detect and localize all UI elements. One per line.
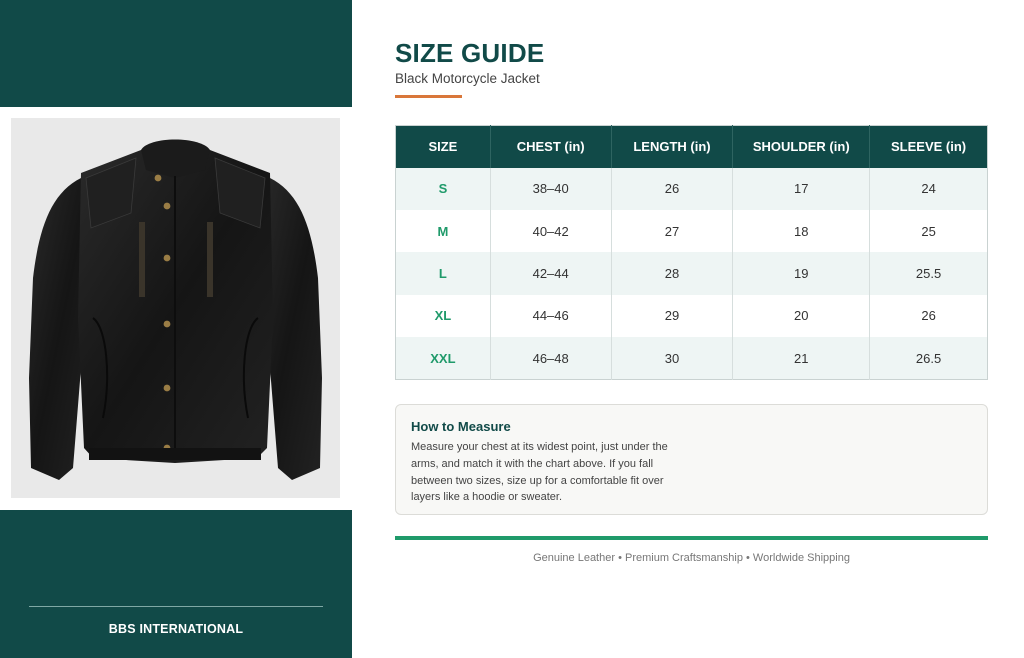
sleeve-cell: 26.5 [870,337,988,379]
sleeve-cell: 24 [870,168,988,210]
sleeve-cell: 25 [870,210,988,252]
table-row [396,295,988,337]
table-header-row [396,126,988,168]
size-cell: S [396,168,491,210]
chest-cell: 44–46 [490,295,611,337]
table-row [396,210,988,252]
column-header-sleeve: SLEEVE (in) [870,126,988,168]
how-to-measure-heading: How to Measure [411,419,511,434]
how-to-measure-box [395,404,988,515]
brand-name: BBS INTERNATIONAL [108,622,244,636]
size-cell: XL [396,295,491,337]
table-row [396,337,988,379]
size-cell: XXL [396,337,491,379]
footer-divider [395,536,988,540]
shoulder-cell: 20 [733,295,870,337]
product-photo [11,118,340,498]
length-cell: 26 [611,168,733,210]
sleeve-cell: 26 [870,295,988,337]
chest-cell: 38–40 [490,168,611,210]
length-cell: 28 [611,252,733,294]
shoulder-cell: 19 [733,252,870,294]
brand-panel [0,0,352,658]
shoulder-cell: 18 [733,210,870,252]
page-subtitle: Black Motorcycle Jacket [395,71,540,86]
sleeve-cell: 25.5 [870,252,988,294]
chest-cell: 46–48 [490,337,611,379]
jacket-image [11,118,340,498]
column-header-length: LENGTH (in) [611,126,733,168]
table-row [396,252,988,294]
size-chart-table [395,125,988,380]
length-cell: 27 [611,210,733,252]
shoulder-cell: 17 [733,168,870,210]
brand-divider [29,606,323,607]
column-header-chest: CHEST (in) [490,126,611,168]
product-photo-frame [0,107,352,510]
chest-cell: 42–44 [490,252,611,294]
how-to-measure-text: Measure your chest at its widest point, just under the arms, and match it with the chart above. If you fall between two sizes, size up for a comfortable fit over layers like a hoodie or sweater. [411,441,668,504]
length-cell: 30 [611,337,733,379]
column-header-shoulder: SHOULDER (in) [733,126,870,168]
footer-tagline: Genuine Leather • Premium Craftsmanship • Worldwide Shipping [533,552,850,564]
size-cell: M [396,210,491,252]
title-accent-bar [395,95,462,98]
page-title: SIZE GUIDE [395,38,545,68]
table-row [396,168,988,210]
column-header-size: SIZE [396,126,491,168]
shoulder-cell: 21 [733,337,870,379]
size-cell: L [396,252,491,294]
length-cell: 29 [611,295,733,337]
chest-cell: 40–42 [490,210,611,252]
